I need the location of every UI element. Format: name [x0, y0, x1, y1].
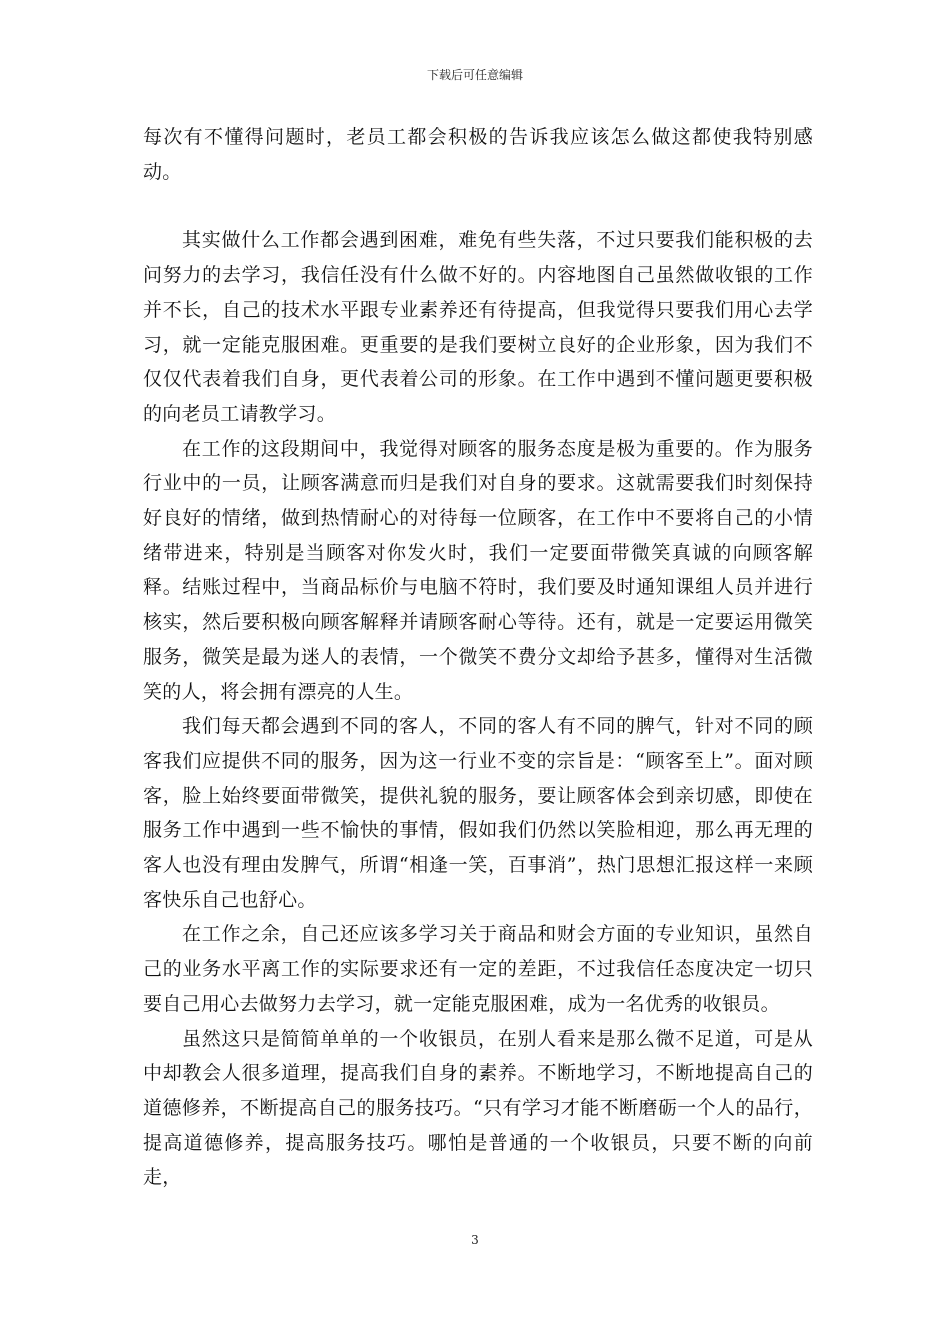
- page-number: 3: [471, 1233, 479, 1247]
- paragraph-study: 在工作之余，自己还应该多学习关于商品和财会方面的专业知识，虽然自己的业务水平离工作的实际要求还有一定的差距，不过我信任态度决定一切只要自己用心去做努力去学习，就一定能克服困难，成为一名优秀的收银员。: [143, 923, 813, 1015]
- page-header: 下载后可任意编辑: [426, 68, 523, 82]
- paragraph-cashier: 虽然这只是简简单单的一个收银员，在别人看来是那么微不足道，可是从中却教会人很多道理，提高我们自身的素养。不断地学习，不断地提高自己的道德修养，不断提高自己的服务技巧。“只有学习才能不断磨砺一个人的品行，提高道德修养，提高服务技巧。哪怕是普通的一个收银员，只要不断的向前走，: [143, 1027, 813, 1189]
- document-body: [143, 120, 813, 1195]
- paragraph-different-customers: 我们每天都会遇到不同的客人，不同的客人有不同的脾气，针对不同的顾客我们应提供不同的服务，因为这一行业不变的宗旨是：“顾客至上”。面对顾客，脸上始终要面带微笑，提供礼貌的服务，要让顾客体会到亲切感，即使在服务工作中遇到一些不愉快的事情，假如我们仍然以笑脸相迎，那么再无理的客人也没有理由发脾气，所谓“相逢一笑，百事消”，热门思想汇报这样一来顾客快乐自己也舒心。: [143, 715, 813, 911]
- paragraph-difficulties: 其实做什么工作都会遇到困难，难免有些失落，不过只要我们能积极的去问努力的去学习，我信任没有什么做不好的。内容地图自己虽然做收银的工作并不长，自己的技术水平跟专业素养还有待提高，但我觉得只要我们用心去学习，就一定能克服困难。更重要的是我们要树立良好的企业形象，因为我们不仅仅代表着我们自身，更代表着公司的形象。在工作中遇到不懂问题更要积极的向老员工请教学习。: [143, 229, 813, 425]
- paragraph-gap: [143, 189, 813, 223]
- paragraph-service-attitude: 在工作的这段期间中，我觉得对顾客的服务态度是极为重要的。作为服务行业中的一员，让顾客满意而归是我们对自身的要求。这就需要我们时刻保持好良好的情绪，做到热情耐心的对待每一位顾客，在工作中不要将自己的小情绪带进来，特别是当顾客对你发火时，我们一定要面带微笑真诚的向顾客解释。结账过程中，当商品标价与电脑不符时，我们要及时通知课组人员并进行核实，然后要积极向顾客解释并请顾客耐心等待。还有，就是一定要运用微笑服务，微笑是最为迷人的表情，一个微笑不费分文却给予甚多，懂得对生活微笑的人，将会拥有漂亮的人生。: [143, 437, 813, 703]
- paragraph-continuation: 每次有不懂得问题时，老员工都会积极的告诉我应该怎么做这都使我特别感动。: [143, 126, 813, 183]
